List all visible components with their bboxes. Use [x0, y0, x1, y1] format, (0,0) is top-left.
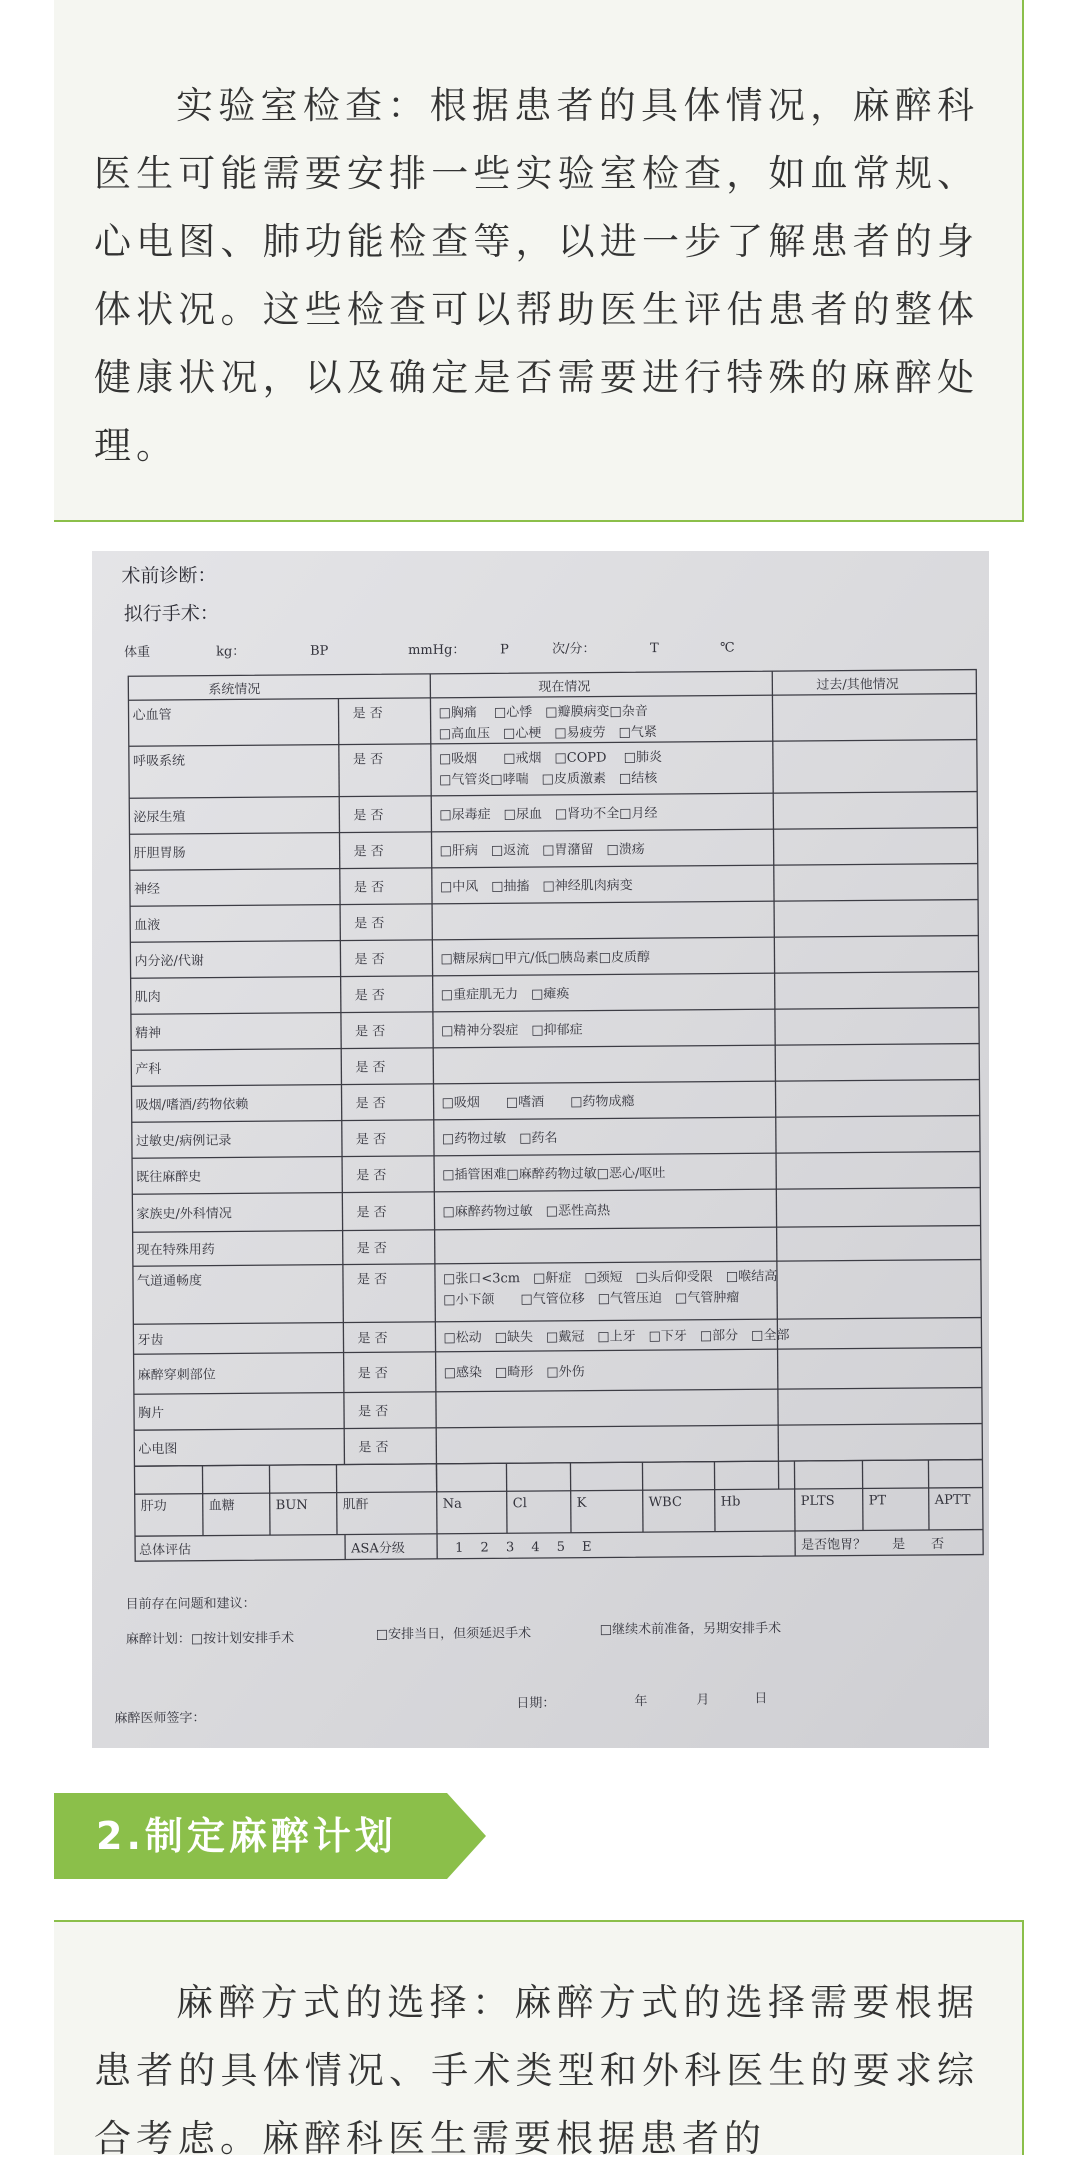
row-item: □小下颌 □气管位移 □气管压迫 □气管肿瘤 [443, 1290, 739, 1307]
row-name: 泌尿生殖 [133, 809, 185, 825]
plan-option-postpone: □继续术前准备，另期安排手术 [600, 1620, 781, 1637]
signature-label: 麻醉医师签字： [114, 1710, 205, 1727]
row-item: □气管炎□哮喘 □皮质激素 □结核 [439, 770, 658, 788]
lab-column-label: PT [869, 1493, 887, 1508]
surgery-label: 拟行手术： [124, 603, 219, 626]
yes-no-options: 是 否 [357, 1241, 387, 1256]
rate-unit: 次/分： [552, 641, 596, 657]
kg-unit: kg： [216, 644, 245, 659]
row-name: 精神 [135, 1025, 161, 1041]
yes-no-options: 是 否 [358, 1440, 388, 1455]
day-label: 日 [754, 1691, 767, 1706]
yes-no-options: 是 否 [354, 880, 384, 895]
yes-no-options: 是 否 [357, 1272, 387, 1287]
diagnosis-label: 术前诊断： [121, 565, 216, 588]
row-name: 产科 [135, 1061, 161, 1077]
bp-label: BP [310, 644, 329, 659]
lab-column-label: APTT [934, 1493, 971, 1508]
yes-no-options: 是 否 [357, 1331, 387, 1346]
row-name: 吸烟/嗜酒/药物依赖 [136, 1096, 250, 1113]
anesthesia-method-card [54, 1920, 1024, 2155]
row-name: 肌肉 [135, 990, 161, 1005]
row-name: 呼吸系统 [133, 753, 185, 769]
row-name: 家族史/外科情况 [136, 1205, 232, 1222]
yes-no-options: 是 否 [353, 706, 383, 721]
row-item: □胸痛 □心悸 □瓣膜病变□杂音 [438, 703, 647, 721]
row-item: □糖尿病□甲亢/低□胰岛素□皮质醇 [440, 949, 650, 967]
lab-column-label: K [577, 1496, 587, 1511]
yes-no-options: 是 否 [355, 1024, 385, 1039]
yes-no-options: 是 否 [356, 1132, 386, 1147]
section-heading-banner [54, 1793, 486, 1879]
yes-no-options: 是 否 [355, 1060, 385, 1075]
row-item: □松动 □缺失 □戴冠 □上牙 □下牙 □部分 □全部 [443, 1327, 789, 1346]
header-system: 系统情况 [208, 681, 260, 697]
lab-exam-card [54, 0, 1024, 522]
yes-no-options: 是 否 [355, 988, 385, 1003]
year-label: 年 [634, 1693, 647, 1709]
lab-column-label: 肝功 [141, 1499, 167, 1514]
section-heading-title: 2.制定麻醉计划 [96, 1793, 397, 1879]
lab-column-label: Hb [721, 1494, 741, 1509]
date-label: 日期： [516, 1696, 555, 1711]
yes-no-options: 是 否 [356, 1205, 386, 1220]
row-item: □药物过敏 □药名 [442, 1130, 558, 1147]
row-item: □重症肌无力 □瘫痪 [441, 986, 570, 1003]
row-name: 心血管 [133, 708, 172, 723]
yes-no-options: 是 否 [354, 844, 384, 859]
header-past: 过去/其他情况 [816, 676, 899, 693]
lab-column-label: Cl [513, 1496, 527, 1511]
header-current: 现在情况 [538, 679, 590, 695]
row-item: □精神分裂症 □抑郁症 [441, 1022, 583, 1039]
row-item: □张口<3cm □鼾症 □颈短 □头后仰受限 □喉结高 [443, 1268, 777, 1287]
row-name: 肝胆胃肠 [134, 846, 186, 861]
lab-column-label: 血糖 [209, 1497, 235, 1513]
row-item: □肝病 □返流 □胃潴留 □溃疡 [440, 841, 645, 859]
lab-column-label: 肌酐 [343, 1497, 369, 1512]
row-name: 麻醉穿刺部位 [138, 1367, 216, 1384]
row-name: 既往麻醉史 [136, 1169, 201, 1186]
lab-column-label: BUN [276, 1498, 308, 1513]
temp-label: T [650, 641, 659, 656]
yes-no-options: 是 否 [358, 1366, 388, 1381]
row-item: □吸烟 □戒烟 □COPD □肺炎 [439, 749, 663, 767]
mmhg-unit: mmHg： [408, 643, 465, 658]
lab-column-label: PLTS [801, 1494, 835, 1509]
celsius-unit: ℃ [720, 640, 735, 655]
yes-no-options: 是 否 [356, 1168, 386, 1183]
anesthesia-method-paragraph: 麻醉方式的选择：麻醉方式的选择需要根据患者的具体情况、手术类型和外科医生的要求综合考虑。麻醉科医生需要根据患者的 [94, 1969, 979, 2173]
row-name: 神经 [134, 881, 160, 897]
row-item: □插管困难□麻醉药物过敏□恶心/呕吐 [442, 1165, 665, 1183]
row-name: 现在特殊用药 [137, 1242, 215, 1259]
yes-no-options: 是 否 [353, 752, 383, 767]
lab-exam-paragraph: 实验室检查：根据患者的具体情况，麻醉科医生可能需要安排一些实验室检查，如血常规、心电图、肺功能检查等，以进一步了解患者的身体状况。这些检查可以帮助医生评估患者的整体健康状况，以及确定是否需要进行特殊的麻醉处理。 [94, 72, 979, 480]
row-name: 胸片 [138, 1405, 164, 1421]
yes-no-options: 是 否 [356, 1096, 386, 1111]
row-item: □高血压 □心梗 □易疲劳 □气紧 [439, 724, 657, 742]
problems-label: 目前存在问题和建议： [125, 1595, 255, 1612]
plan-label: 麻醉计划：□按计划安排手术 [126, 1630, 294, 1647]
row-name: 牙齿 [137, 1332, 163, 1348]
weight-label: 体重 [124, 644, 150, 660]
asa-values: 1 2 3 4 5 E [455, 1540, 592, 1556]
yes-no-options: 是 否 [354, 916, 384, 931]
row-name: 内分泌/代谢 [134, 953, 204, 970]
row-item: □感染 □畸形 □外伤 [444, 1364, 585, 1381]
preop-assessment-form-photo [92, 551, 989, 1748]
yes-no-options: 是 否 [353, 808, 383, 823]
lab-column-label: Na [443, 1497, 462, 1512]
fasting-question: 是否饱胃？ 是 否 [801, 1536, 944, 1553]
lab-column-label: WBC [649, 1495, 682, 1510]
month-label: 月 [696, 1693, 709, 1708]
overall-label: 总体评估 [139, 1542, 191, 1558]
row-item: □中风 □抽搐 □神经肌肉病变 [440, 877, 633, 895]
row-item: □尿毒症 □尿血 □肾功不全□月经 [439, 805, 657, 823]
row-item: □吸烟 □嗜酒 □药物成瘾 [442, 1093, 636, 1111]
row-name: 气道通畅度 [137, 1273, 202, 1290]
yes-no-options: 是 否 [358, 1404, 388, 1419]
row-name: 过敏史/病例记录 [136, 1132, 232, 1149]
yes-no-options: 是 否 [354, 952, 384, 967]
row-item: □麻醉药物过敏 □恶性高热 [442, 1202, 611, 1219]
pulse-label: P [500, 642, 509, 657]
plan-option-delay: □安排当日，但须延迟手术 [376, 1625, 531, 1642]
row-name: 血液 [134, 917, 160, 933]
row-name: 心电图 [138, 1441, 177, 1457]
asa-label: ASA分级 [350, 1541, 405, 1556]
